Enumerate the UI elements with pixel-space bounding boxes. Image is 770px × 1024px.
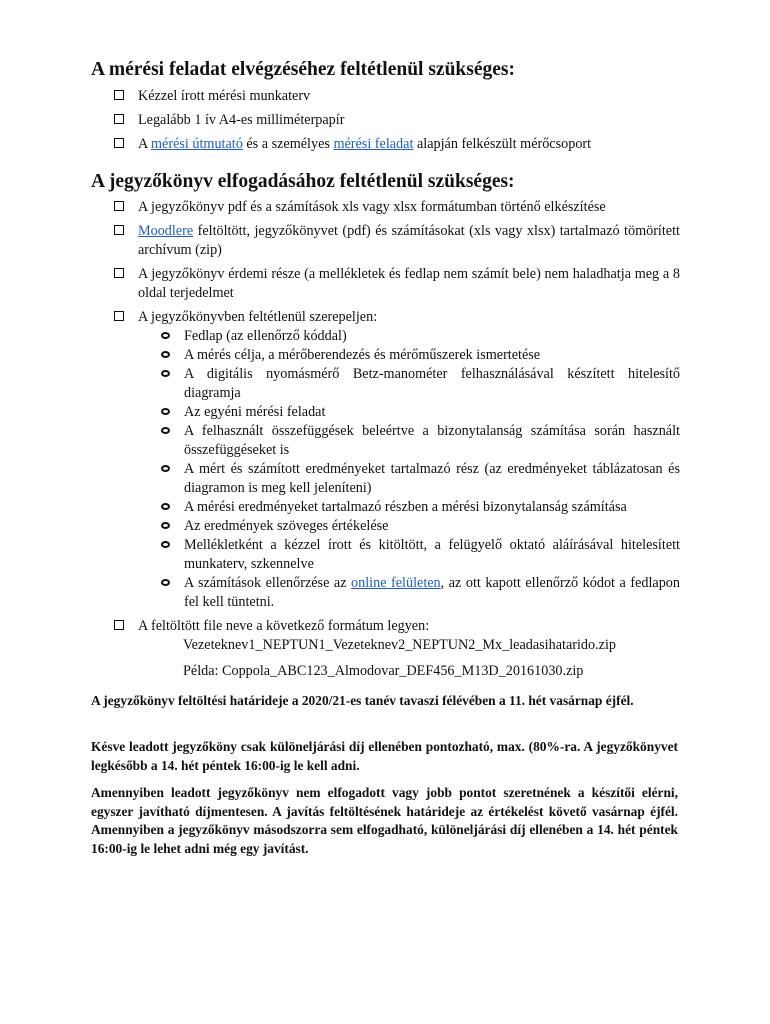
list-item-text: Mellékletként a kézzel írott és kitöltött, a felügyelő oktató aláírásával hitelesített munkaterv, szkennelve <box>184 537 680 572</box>
link-moodle[interactable]: Moodlere <box>138 223 194 239</box>
checkbox-icon <box>114 268 124 278</box>
checkbox-icon <box>114 225 124 235</box>
list-item <box>160 498 680 517</box>
checkbox-icon <box>114 138 124 148</box>
checklist-item-text-post: alapján felkészült mérőcsoport <box>413 136 592 152</box>
list-item <box>160 365 680 403</box>
checkbox-icon <box>114 311 124 321</box>
correction-paragraph: Amennyiben leadott jegyzőkönyv nem elfogadott vagy jobb pontot szeretnének a készítői elérni, egyszer javítható díjmentesen. A javítás feltöltésének határideje az értékelést követő vasárnap éjfél. Amennyiben a jegyzőkönyv másodszorra sem elfogadható, különeljárási díj ellenében a 14. hét péntek 16:00-ig le lehet adni még egy javítást. <box>91 785 678 856</box>
link-measurement-task[interactable]: mérési feladat <box>333 136 414 152</box>
section-title-requirements: A mérési feladat elvégzéséhez feltétlenül szükséges: <box>91 59 515 80</box>
checklist-item-text-pre: A <box>138 136 152 152</box>
list-item-text: Az eredmények szöveges értékelése <box>184 518 389 534</box>
circle-bullet-icon <box>161 408 170 415</box>
late-submission-paragraph: Késve leadott jegyzőköny csak különeljárási díj ellenében pontozható, max. (80%-ra. A jegyzőkönyvet legkésőbb a 14. hét péntek 16:00-ig le kell adni. <box>91 739 678 773</box>
checklist-item <box>114 198 680 217</box>
checklist-item <box>114 87 680 106</box>
link-measurement-guide[interactable]: mérési útmutató <box>151 136 243 152</box>
checklist-item-text: A jegyzőkönyv pdf és a számítások xls vagy xlsx formátumban történő elkészítése <box>138 199 606 215</box>
circle-bullet-icon <box>161 351 170 358</box>
circle-bullet-icon <box>161 332 170 339</box>
checkbox-icon <box>114 114 124 124</box>
list-item-text: A felhasznált összefüggések beleértve a bizonytalanság számítása során használt összefüggéseket is <box>184 423 680 458</box>
filename-format: Vezeteknev1_NEPTUN1_Vezeteknev2_NEPTUN2_Mx_leadasihatarido.zip <box>183 637 616 653</box>
checklist-item-text: feltöltött, jegyzőkönyvet (pdf) és számításokat (xls vagy xlsx) tartalmazó tömörített archívum (zip) <box>138 223 680 258</box>
checklist-item <box>114 308 680 612</box>
circle-bullet-icon <box>161 522 170 529</box>
deadline-paragraph: A jegyzőkönyv feltöltési határideje a 2020/21-es tanév tavaszi félévében a 11. hét vasárnap éjfél. <box>91 693 634 708</box>
list-item <box>160 346 680 365</box>
circle-bullet-icon <box>161 465 170 472</box>
link-online-interface[interactable]: online felületen <box>351 575 441 591</box>
list-item-text: A mért és számított eredményeket tartalmazó rész (az eredményeket táblázatosan és diagramon is meg kell jeleníteni) <box>184 461 680 496</box>
report-contents-list <box>160 327 680 612</box>
circle-bullet-icon <box>161 427 170 434</box>
checkbox-icon <box>114 90 124 100</box>
list-item <box>160 517 680 536</box>
checklist-item-text: A feltöltött file neve a következő formátum legyen: <box>138 618 430 634</box>
circle-bullet-icon <box>161 541 170 548</box>
checklist-item-text: Kézzel írott mérési munkaterv <box>138 88 311 104</box>
circle-bullet-icon <box>161 370 170 377</box>
list-item-text: A mérési eredményeket tartalmazó részben a mérési bizonytalanság számítása <box>184 499 627 515</box>
list-item <box>160 460 680 498</box>
list-item <box>160 327 680 346</box>
checklist-item-text: Legalább 1 ív A4-es milliméterpapír <box>138 112 345 128</box>
list-item-text-pre: A számítások ellenőrzése az <box>184 575 352 591</box>
list-item <box>160 422 680 460</box>
filename-example: Példa: Coppola_ABC123_Almodovar_DEF456_M13D_20161030.zip <box>183 663 584 679</box>
list-item-text: A mérés célja, a mérőberendezés és mérőműszerek ismertetése <box>184 347 541 363</box>
list-item <box>160 536 680 574</box>
checklist-item-text: A jegyzőkönyv érdemi része (a mellékletek és fedlap nem számít bele) nem haladhatja meg a 8 oldal terjedelmet <box>138 266 680 301</box>
acceptance-checklist <box>114 198 680 641</box>
checkbox-icon <box>114 620 124 630</box>
list-item-text: Fedlap (az ellenőrző kóddal) <box>184 328 347 344</box>
checklist-item <box>114 265 680 303</box>
list-item <box>160 403 680 422</box>
checklist-item <box>114 111 680 130</box>
checklist-item <box>114 617 680 636</box>
checklist-item-text: A jegyzőkönyvben feltétlenül szerepeljen: <box>138 309 378 325</box>
list-item-text: A digitális nyomásmérő Betz-manométer felhasználásával készített hitelesítő diagramja <box>184 366 680 401</box>
checklist-item <box>114 135 680 154</box>
checkbox-icon <box>114 201 124 211</box>
requirements-checklist <box>114 87 680 159</box>
list-item-text: Az egyéni mérési feladat <box>184 404 326 420</box>
list-item <box>160 574 680 612</box>
circle-bullet-icon <box>161 503 170 510</box>
checklist-item <box>114 222 680 260</box>
list-item-text-post: , az ott kapott ellenőrző kódot a fedlapon fel kell tüntetni. <box>184 575 680 610</box>
checklist-item-text-mid: és a személyes <box>242 136 334 152</box>
section-title-acceptance: A jegyzőkönyv elfogadásához feltétlenül szükséges: <box>91 171 515 192</box>
circle-bullet-icon <box>161 579 170 586</box>
